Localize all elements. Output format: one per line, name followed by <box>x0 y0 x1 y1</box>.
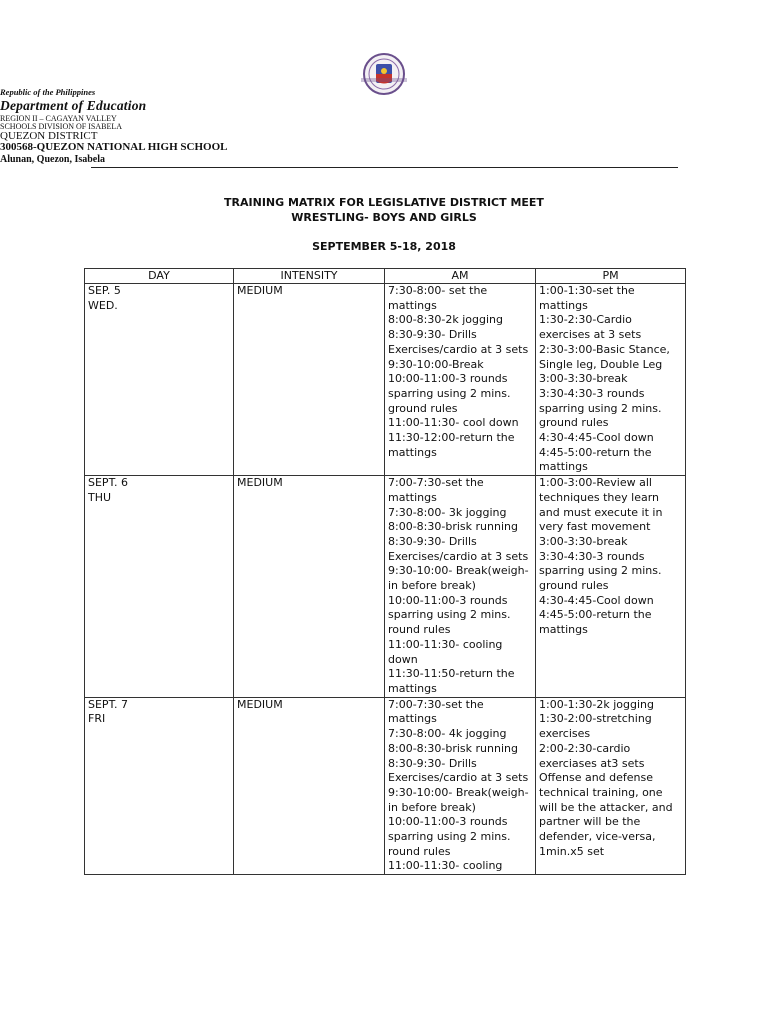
am-schedule-cell-line: 9:30-10:00- Break(weigh-in before break) <box>388 564 529 593</box>
table-row <box>85 697 686 874</box>
pm-schedule-cell <box>536 476 686 698</box>
pm-schedule-cell-line: 1:00-1:30-set the mattings <box>539 284 635 312</box>
am-schedule-cell-line: 7:30-8:00- set the mattings <box>388 284 488 312</box>
am-schedule-cell-line: 8:00-8:30-brisk running <box>388 741 518 755</box>
pm-schedule-cell-line: 4:30-4:45-Cool down <box>539 431 654 445</box>
pm-schedule-cell-line: 1:00-1:30-2k jogging <box>539 697 654 711</box>
school-address: Alunan, Quezon, Isabela <box>0 154 106 165</box>
day-cell-line: SEPT. 7 <box>88 697 128 711</box>
day-cell <box>85 697 234 874</box>
header-divider <box>91 167 678 168</box>
am-schedule-cell-line: 9:30-10:00- Break(weigh-in before break) <box>388 785 529 814</box>
table-body <box>85 284 686 875</box>
am-schedule-cell-line: 8:00-8:30-2k jogging <box>388 313 503 327</box>
day-cell-line: THU <box>88 490 112 504</box>
intensity-cell: MEDIUM <box>234 697 385 874</box>
header-intensity: INTENSITY <box>234 269 385 284</box>
table-header-row <box>85 269 686 284</box>
am-schedule-cell-line: 11:30-12:00-return the mattings <box>388 431 515 459</box>
pm-schedule-cell-line: 4:45-5:00-return the mattings <box>539 445 652 474</box>
am-schedule-cell <box>385 284 536 476</box>
am-schedule-cell-line: 11:00-11:30- cooling <box>388 859 503 873</box>
am-schedule-cell-line: 7:30-8:00- 3k jogging <box>388 505 507 519</box>
table-row <box>85 476 686 698</box>
day-cell-line: SEPT. 6 <box>88 476 128 490</box>
am-schedule-cell-line: 9:30-10:00-Break <box>388 357 484 371</box>
pm-schedule-cell-line: 3:30-4:30-3 rounds sparring using 2 mins. ground rules <box>539 386 662 430</box>
intensity-cell: MEDIUM <box>234 476 385 698</box>
pm-schedule-cell-line: 1:30-2:00-stretching exercises <box>539 712 652 741</box>
am-schedule-cell-line: 8:30-9:30- Drills Exercises/cardio at 3 sets <box>388 328 529 356</box>
date-range: SEPTEMBER 5-18, 2018 <box>312 240 456 253</box>
day-cell-line: WED. <box>88 298 118 312</box>
school-name: 300568-QUEZON NATIONAL HIGH SCHOOL <box>0 141 228 153</box>
document-title: TRAINING MATRIX FOR LEGISLATIVE DISTRICT MEET <box>224 196 544 209</box>
pm-schedule-cell <box>536 284 686 476</box>
day-cell <box>85 476 234 698</box>
pm-schedule-cell-line: 1:00-3:00-Review all techniques they learn and must execute it in very fast movement <box>539 476 663 534</box>
am-schedule-cell-line: 10:00-11:00-3 rounds sparring using 2 mins. round rules <box>388 815 511 858</box>
am-schedule-cell-line: 7:00-7:30-set the mattings <box>388 476 484 504</box>
am-schedule-cell-line: 11:00-11:30- cool down <box>388 416 519 430</box>
am-schedule-cell-line: 10:00-11:00-3 rounds sparring using 2 mins. round rules <box>388 593 511 637</box>
document-subtitle: WRESTLING- BOYS AND GIRLS <box>291 211 477 224</box>
am-schedule-cell <box>385 476 536 698</box>
table-row <box>85 284 686 476</box>
pm-schedule-cell-line: Offense and defense technical training, one will be the attacker, and partner will be the defender, vice-versa, 1min.x5 set <box>539 771 673 858</box>
header-day: DAY <box>85 269 234 284</box>
header-am: AM <box>385 269 536 284</box>
header-pm: PM <box>536 269 686 284</box>
am-schedule-cell-line: 7:30-8:00- 4k jogging <box>388 727 507 741</box>
pm-schedule-cell-line: 3:00-3:30-break <box>539 534 628 548</box>
division-line: SCHOOLS DIVISION OF ISABELA <box>0 122 123 131</box>
pm-schedule-cell-line: 2:00-2:30-cardio exerciases at3 sets <box>539 741 645 770</box>
district-line: QUEZON DISTRICT <box>0 130 98 142</box>
am-schedule-cell-line: 11:00-11:30- cooling down <box>388 637 503 666</box>
am-schedule-cell-line: 7:00-7:30-set the mattings <box>388 697 484 726</box>
am-schedule-cell-line: 8:00-8:30-brisk running <box>388 520 518 534</box>
pm-schedule-cell-line: 2:30-3:00-Basic Stance, Single leg, Double Leg <box>539 342 670 371</box>
pm-schedule-cell-line: 3:30-4:30-3 rounds sparring using 2 mins. ground rules <box>539 549 662 593</box>
pm-schedule-cell-line: 4:30-4:45-Cool down <box>539 593 654 607</box>
am-schedule-cell-line: 10:00-11:00-3 rounds sparring using 2 mins. ground rules <box>388 372 511 415</box>
pm-schedule-cell-line: 1:30-2:30-Cardio exercises at 3 sets <box>539 313 642 342</box>
department-name: Department of Education <box>0 98 147 113</box>
day-cell-line: FRI <box>88 712 106 726</box>
pm-schedule-cell-line: 4:45-5:00-return the mattings <box>539 608 652 637</box>
republic-line: Republic of the Philippines <box>0 87 96 97</box>
day-cell-line: SEP. 5 <box>88 284 121 297</box>
region-line: REGION II – CAGAYAN VALLEY <box>0 114 117 123</box>
am-schedule-cell-line: 11:30-11:50-return the mattings <box>388 667 515 695</box>
training-matrix-table <box>84 268 686 875</box>
am-schedule-cell <box>385 697 536 874</box>
am-schedule-cell-line: 8:30-9:30- Drills Exercises/cardio at 3 sets <box>388 756 529 785</box>
pm-schedule-cell <box>536 697 686 874</box>
intensity-cell: MEDIUM <box>234 284 385 476</box>
pm-schedule-cell-line: 3:00-3:30-break <box>539 372 628 386</box>
day-cell <box>85 284 234 476</box>
am-schedule-cell-line: 8:30-9:30- Drills Exercises/cardio at 3 sets <box>388 534 529 563</box>
